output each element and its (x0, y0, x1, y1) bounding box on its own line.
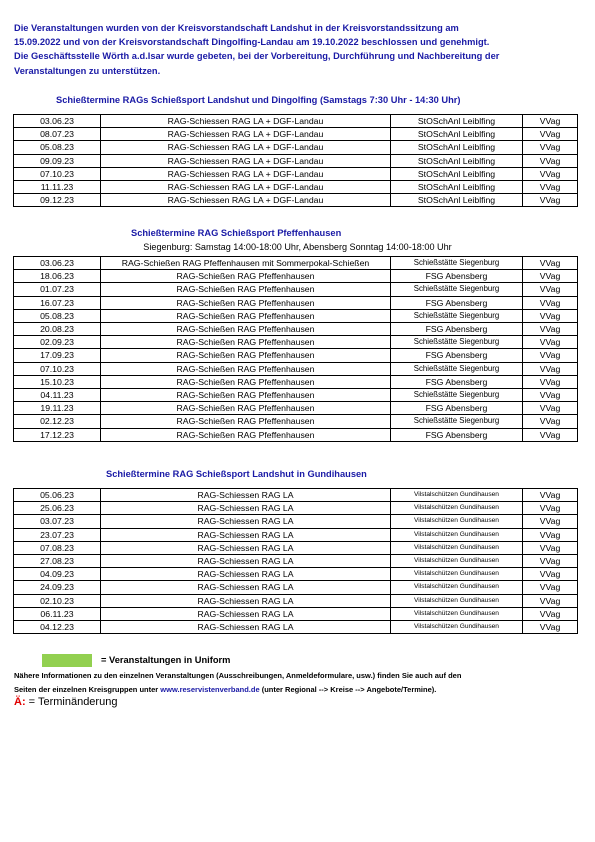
location-cell: Vilstalschützen Gundihausen (391, 594, 523, 607)
schedule-table-pfeffenhausen (13, 256, 578, 442)
date-cell: 03.07.23 (14, 515, 101, 528)
date-cell: 18.06.23 (14, 270, 101, 283)
location-cell: Vilstalschützen Gundihausen (391, 581, 523, 594)
date-cell: 02.10.23 (14, 594, 101, 607)
event-cell: RAG-Schiessen RAG LA (101, 607, 391, 620)
organizer-cell: VVag (523, 568, 578, 581)
event-cell: RAG-Schießen RAG Pfeffenhausen (101, 349, 391, 362)
intro-line: Die Geschäftsstelle Wörth a.d.Isar wurde gebeten, bei der Vorbereitung, Durchführung und Nachbereitung der (14, 51, 500, 62)
location-cell: Vilstalschützen Gundihausen (391, 541, 523, 554)
table-row (14, 389, 578, 402)
organizer-cell: VVag (523, 402, 578, 415)
event-cell: RAG-Schiessen RAG LA (101, 502, 391, 515)
date-cell: 05.06.23 (14, 489, 101, 502)
table-row (14, 568, 578, 581)
date-cell: 08.07.23 (14, 128, 101, 141)
section2-title: Schießtermine RAG Schießsport Pfeffenhausen (131, 228, 342, 238)
organizer-cell: VVag (523, 128, 578, 141)
table-row (14, 607, 578, 620)
schedule-table-gundihausen (13, 488, 578, 634)
change-legend-label: = Terminänderung (25, 696, 118, 708)
date-cell: 03.06.23 (14, 115, 101, 128)
table-row (14, 141, 578, 154)
event-cell: RAG-Schiessen RAG LA + DGF-Landau (101, 154, 391, 167)
table-row (14, 323, 578, 336)
event-cell: RAG-Schießen RAG Pfeffenhausen (101, 415, 391, 428)
table-row (14, 194, 578, 207)
table-row (14, 349, 578, 362)
location-cell: Schießstätte Siegenburg (391, 283, 523, 296)
organizer-cell: VVag (523, 349, 578, 362)
event-cell: RAG-Schiessen RAG LA (101, 528, 391, 541)
table-row (14, 528, 578, 541)
location-cell: FSG Abensberg (391, 323, 523, 336)
location-cell: Vilstalschützen Gundihausen (391, 489, 523, 502)
organizer-cell: VVag (523, 489, 578, 502)
organizer-cell: VVag (523, 181, 578, 194)
table-row (14, 270, 578, 283)
location-cell: FSG Abensberg (391, 375, 523, 388)
organizer-cell: VVag (523, 541, 578, 554)
table-row (14, 489, 578, 502)
table-row (14, 581, 578, 594)
location-cell: Vilstalschützen Gundihausen (391, 515, 523, 528)
event-cell: RAG-Schiessen RAG LA + DGF-Landau (101, 167, 391, 180)
date-cell: 04.09.23 (14, 568, 101, 581)
table-row (14, 621, 578, 634)
organizer-cell: VVag (523, 257, 578, 270)
intro-line: Veranstaltungen zu unterstützen. (14, 65, 161, 76)
table-row (14, 296, 578, 309)
event-cell: RAG-Schießen RAG Pfeffenhausen (101, 309, 391, 322)
event-cell: RAG-Schiessen RAG LA (101, 594, 391, 607)
event-cell: RAG-Schiessen RAG LA (101, 568, 391, 581)
table-row (14, 167, 578, 180)
date-cell: 02.12.23 (14, 415, 101, 428)
table-row (14, 415, 578, 428)
location-cell: FSG Abensberg (391, 296, 523, 309)
location-cell: FSG Abensberg (391, 349, 523, 362)
organizer-cell: VVag (523, 362, 578, 375)
event-cell: RAG-Schießen RAG Pfeffenhausen (101, 283, 391, 296)
location-cell: StOSchAnl Leiblfing (391, 167, 523, 180)
date-cell: 25.06.23 (14, 502, 101, 515)
location-cell: Vilstalschützen Gundihausen (391, 621, 523, 634)
date-cell: 11.11.23 (14, 181, 101, 194)
date-cell: 01.07.23 (14, 283, 101, 296)
date-cell: 15.10.23 (14, 375, 101, 388)
location-cell: Schießstätte Siegenburg (391, 415, 523, 428)
change-legend (14, 696, 117, 708)
location-cell: StOSchAnl Leiblfing (391, 181, 523, 194)
event-cell: RAG-Schießen RAG Pfeffenhausen (101, 323, 391, 336)
intro-paragraph (14, 21, 574, 78)
date-cell: 07.10.23 (14, 362, 101, 375)
organizer-cell: VVag (523, 336, 578, 349)
table-row (14, 309, 578, 322)
organizer-cell: VVag (523, 389, 578, 402)
event-cell: RAG-Schiessen RAG LA (101, 555, 391, 568)
date-cell: 09.12.23 (14, 194, 101, 207)
info-note-line2 (14, 685, 436, 694)
event-cell: RAG-Schiessen RAG LA (101, 515, 391, 528)
table-row (14, 154, 578, 167)
organizer-cell: VVag (523, 154, 578, 167)
info-note-text: Seiten der einzelnen Kreisgruppen unter (14, 685, 161, 694)
location-cell: Schießstätte Siegenburg (391, 336, 523, 349)
location-cell: FSG Abensberg (391, 428, 523, 441)
event-cell: RAG-Schießen RAG Pfeffenhausen (101, 336, 391, 349)
schedule-table-landshut-dingolfing (13, 114, 578, 207)
date-cell: 05.08.23 (14, 141, 101, 154)
location-cell: Vilstalschützen Gundihausen (391, 555, 523, 568)
event-cell: RAG-Schiessen RAG LA + DGF-Landau (101, 181, 391, 194)
section1-title: Schießtermine RAGs Schießsport Landshut und Dingolfing (Samstags 7:30 Uhr - 14:30 Uhr) (56, 95, 461, 105)
event-cell: RAG-Schießen RAG Pfeffenhausen (101, 389, 391, 402)
date-cell: 17.12.23 (14, 428, 101, 441)
table-row (14, 541, 578, 554)
date-cell: 07.10.23 (14, 167, 101, 180)
table-row (14, 283, 578, 296)
organizer-cell: VVag (523, 323, 578, 336)
organizer-cell: VVag (523, 555, 578, 568)
date-cell: 19.11.23 (14, 402, 101, 415)
intro-line: Die Veranstaltungen wurden von der Kreisvorstandschaft Landshut in der Kreisvorstandssitzung am (14, 23, 459, 33)
date-cell: 23.07.23 (14, 528, 101, 541)
organizer-cell: VVag (523, 283, 578, 296)
location-cell: StOSchAnl Leiblfing (391, 141, 523, 154)
date-cell: 20.08.23 (14, 323, 101, 336)
table-row (14, 362, 578, 375)
event-cell: RAG-Schießen RAG Pfeffenhausen (101, 402, 391, 415)
organizer-cell: VVag (523, 515, 578, 528)
location-cell: Schießstätte Siegenburg (391, 362, 523, 375)
event-cell: RAG-Schießen RAG Pfeffenhausen (101, 375, 391, 388)
location-cell: Vilstalschützen Gundihausen (391, 607, 523, 620)
event-cell: RAG-Schiessen RAG LA (101, 581, 391, 594)
section2-subtitle: Siegenburg: Samstag 14:00-18:00 Uhr, Abensberg Sonntag 14:00-18:00 Uhr (143, 242, 452, 252)
event-cell: RAG-Schiessen RAG LA + DGF-Landau (101, 194, 391, 207)
event-cell: RAG-Schiessen RAG LA (101, 489, 391, 502)
table-row (14, 502, 578, 515)
event-cell: RAG-Schiessen RAG LA (101, 541, 391, 554)
reservistenverband-link[interactable]: www.reservistenverband.de (160, 685, 260, 694)
organizer-cell: VVag (523, 428, 578, 441)
organizer-cell: VVag (523, 415, 578, 428)
event-cell: RAG-Schießen RAG Pfeffenhausen (101, 428, 391, 441)
table-row (14, 555, 578, 568)
organizer-cell: VVag (523, 621, 578, 634)
table-row (14, 594, 578, 607)
location-cell: Vilstalschützen Gundihausen (391, 502, 523, 515)
date-cell: 04.12.23 (14, 621, 101, 634)
location-cell: FSG Abensberg (391, 270, 523, 283)
organizer-cell: VVag (523, 167, 578, 180)
organizer-cell: VVag (523, 115, 578, 128)
table-row (14, 115, 578, 128)
event-cell: RAG-Schiessen RAG LA + DGF-Landau (101, 115, 391, 128)
date-cell: 17.09.23 (14, 349, 101, 362)
location-cell: FSG Abensberg (391, 402, 523, 415)
event-cell: RAG-Schiessen RAG LA (101, 621, 391, 634)
location-cell: StOSchAnl Leiblfing (391, 115, 523, 128)
table-row (14, 128, 578, 141)
event-cell: RAG-Schießen RAG Pfeffenhausen (101, 270, 391, 283)
table-row (14, 375, 578, 388)
organizer-cell: VVag (523, 296, 578, 309)
date-cell: 24.09.23 (14, 581, 101, 594)
organizer-cell: VVag (523, 594, 578, 607)
organizer-cell: VVag (523, 528, 578, 541)
date-cell: 05.08.23 (14, 309, 101, 322)
info-note-line1: Nähere Informationen zu den einzelnen Veranstaltungen (Ausschreibungen, Anmeldeformulare, usw.) finden Sie auch auf den (14, 671, 462, 680)
uniform-legend-swatch (42, 654, 92, 667)
organizer-cell: VVag (523, 194, 578, 207)
date-cell: 27.08.23 (14, 555, 101, 568)
event-cell: RAG-Schiessen RAG LA + DGF-Landau (101, 141, 391, 154)
organizer-cell: VVag (523, 502, 578, 515)
date-cell: 04.11.23 (14, 389, 101, 402)
location-cell: StOSchAnl Leiblfing (391, 154, 523, 167)
organizer-cell: VVag (523, 375, 578, 388)
table-row (14, 402, 578, 415)
event-cell: RAG-Schießen RAG Pfeffenhausen (101, 362, 391, 375)
section3-title: Schießtermine RAG Schießsport Landshut in Gundihausen (106, 469, 367, 479)
event-cell: RAG-Schießen RAG Pfeffenhausen mit Sommerpokal-Schießen (101, 257, 391, 270)
info-note-text: (unter Regional --> Kreise --> Angebote/Termine). (259, 685, 437, 694)
table-row (14, 181, 578, 194)
location-cell: Schießstätte Siegenburg (391, 309, 523, 322)
event-cell: RAG-Schiessen RAG LA + DGF-Landau (101, 128, 391, 141)
date-cell: 16.07.23 (14, 296, 101, 309)
location-cell: Vilstalschützen Gundihausen (391, 528, 523, 541)
location-cell: Schießstätte Siegenburg (391, 257, 523, 270)
location-cell: StOSchAnl Leiblfing (391, 194, 523, 207)
date-cell: 03.06.23 (14, 257, 101, 270)
date-cell: 09.09.23 (14, 154, 101, 167)
change-mark: Ä: (14, 696, 26, 708)
date-cell: 02.09.23 (14, 336, 101, 349)
uniform-legend-label: = Veranstaltungen in Uniform (101, 655, 231, 665)
table-row (14, 515, 578, 528)
table-row (14, 257, 578, 270)
organizer-cell: VVag (523, 270, 578, 283)
table-row (14, 428, 578, 441)
location-cell: Schießstätte Siegenburg (391, 389, 523, 402)
location-cell: Vilstalschützen Gundihausen (391, 568, 523, 581)
date-cell: 06.11.23 (14, 607, 101, 620)
table-row (14, 336, 578, 349)
intro-line: 15.09.2022 und von der Kreisvorstandschaft Dingolfing-Landau am 19.10.2022 beschlossen und genehmigt. (14, 37, 490, 48)
organizer-cell: VVag (523, 581, 578, 594)
location-cell: StOSchAnl Leiblfing (391, 128, 523, 141)
organizer-cell: VVag (523, 309, 578, 322)
date-cell: 07.08.23 (14, 541, 101, 554)
organizer-cell: VVag (523, 141, 578, 154)
event-cell: RAG-Schießen RAG Pfeffenhausen (101, 296, 391, 309)
organizer-cell: VVag (523, 607, 578, 620)
